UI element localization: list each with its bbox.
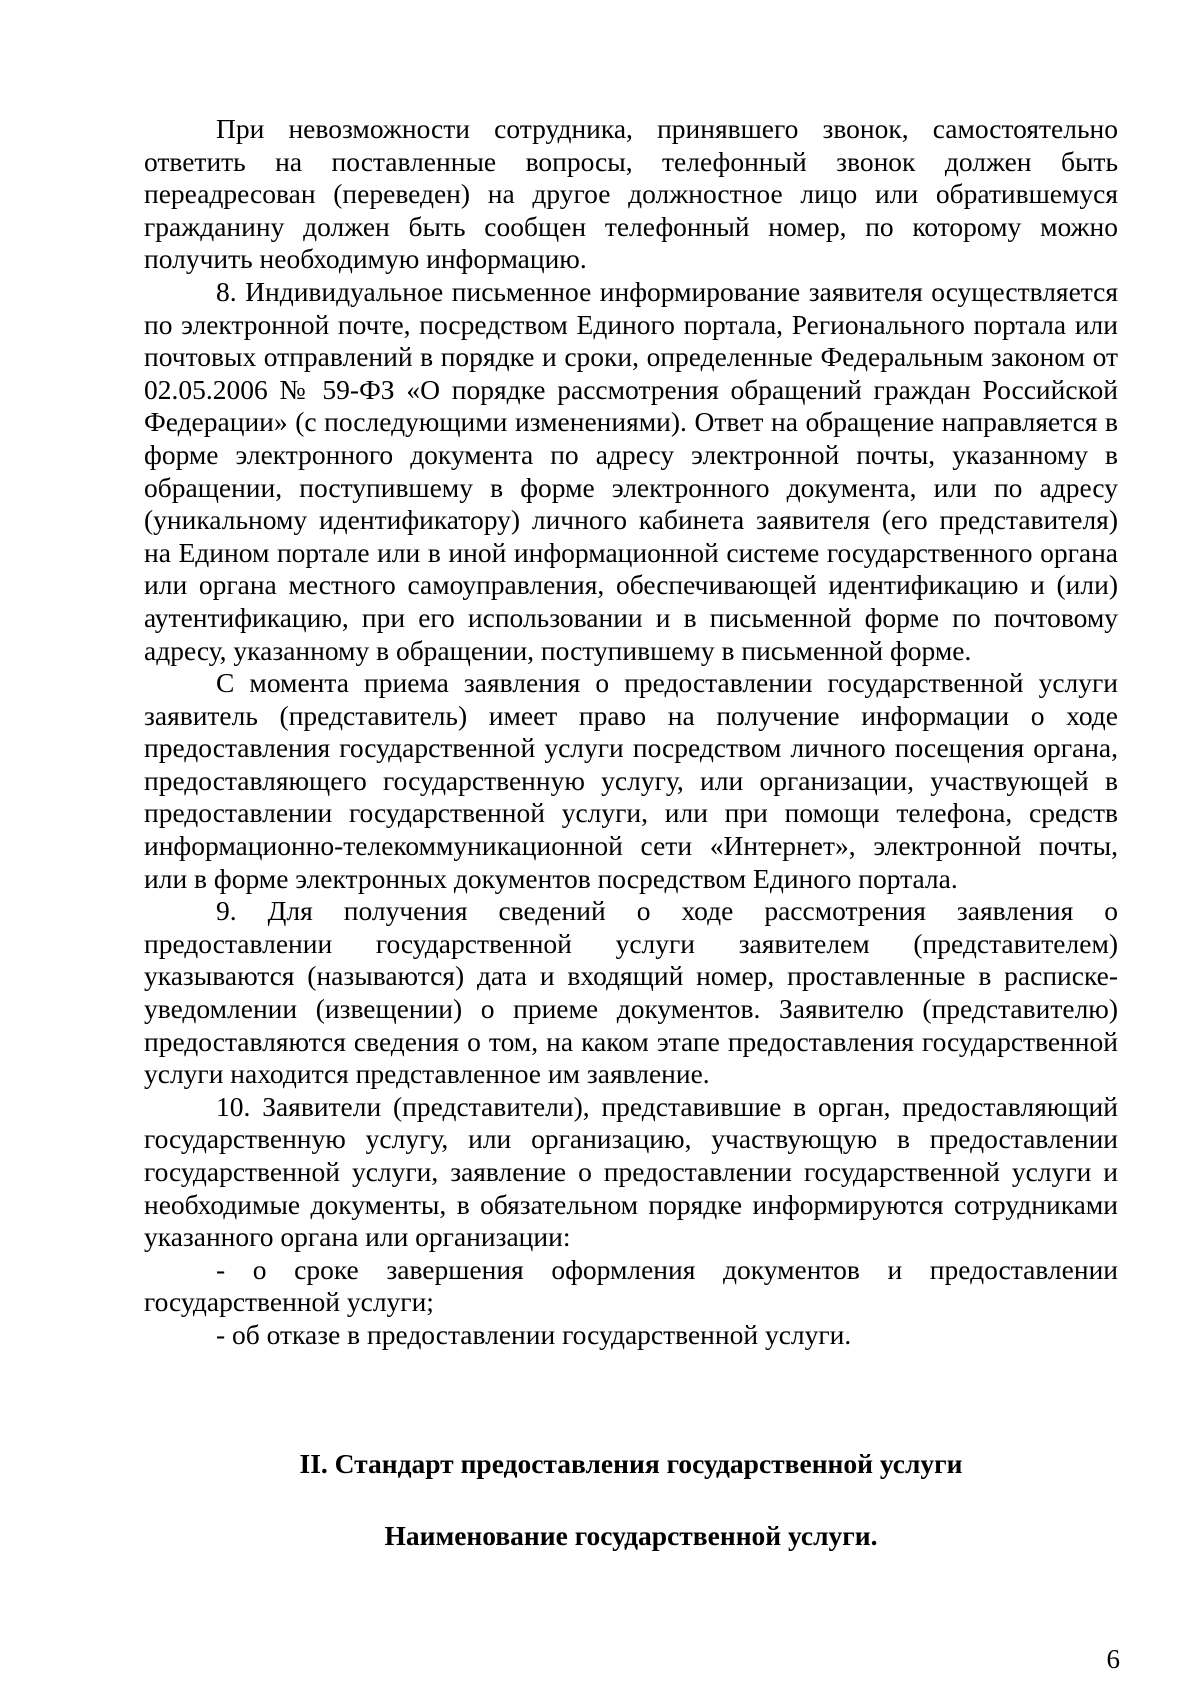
list-item-deadline: - о сроке завершения оформления документов и предоставлении государственной услуги;: [144, 1253, 1118, 1318]
paragraph-item-9: 9. Для получения сведений о ходе рассмотрения заявления о предоставлении государственной услуги заявителем (представителем) указываются (называются) дата и входящий номер, проставленные в расписке-уведомлении (извещении) о приеме документов. Заявителю (представителю) предоставляются сведения о том, на каком этапе предоставления государственной услуги находится представленное им заявление.: [144, 895, 1118, 1090]
paragraph-call-redirect: При невозможности сотрудника, принявшего звонок, самостоятельно ответить на поставленные вопросы, телефонный звонок должен быть переадресован (переведен) на другое должностное лицо или обратившемуся гражданину должен быть сообщен телефонный номер, по которому можно получить необходимую информацию.: [144, 113, 1118, 275]
subsection-title: Наименование государственной услуги.: [384, 1520, 878, 1551]
paragraph-item-10: 10. Заявители (представители), представившие в орган, предоставляющий государственную услугу, или организацию, участвующую в предоставлении государственной услуги, заявление о предоставлении государственной услуги и необходимые документы, в обязательном порядке информируются сотрудниками указанного органа или организации:: [144, 1090, 1118, 1253]
body-text: [144, 113, 1118, 1352]
page-number: 6: [1106, 1644, 1120, 1674]
section-title: II. Стандарт предоставления государственной услуги: [299, 1448, 963, 1479]
paragraph-info-right: С момента приема заявления о предоставлении государственной услуги заявитель (представитель) имеет право на получение информации о ходе предоставления государственной услуги посредством личного посещения органа, предоставляющего государственную услугу, или организации, участвующей в предоставлении государственной услуги, или при помощи телефона, средств информационно-телекоммуникационной сети «Интернет», электронной почты, или в форме электронных документов посредством Единого портала.: [144, 667, 1118, 894]
list-item-refusal: - об отказе в предоставлении государственной услуги.: [216, 1318, 852, 1350]
paragraph-item-8: 8. Индивидуальное письменное информирование заявителя осуществляется по электронной почте, посредством Единого портала, Регионального портала или почтовых отправлений в порядке и сроки, определенные Федеральным законом от 02.05.2006 № 59-ФЗ «О порядке рассмотрения обращений граждан Российской Федерации» (с последующими изменениями). Ответ на обращение направляется в форме электронного документа по адресу электронной почты, указанному в обращении, поступившему в форме электронного документа, или по адресу (уникальному идентификатору) личного кабинета заявителя (его представителя) на Едином портале или в иной информационной системе государственного органа или органа местного самоуправления, обеспечивающей идентификацию и (или) аутентификацию, при его использовании и в письменной форме по почтовому адресу, указанному в обращении, поступившему в письменной форме.: [144, 275, 1118, 666]
